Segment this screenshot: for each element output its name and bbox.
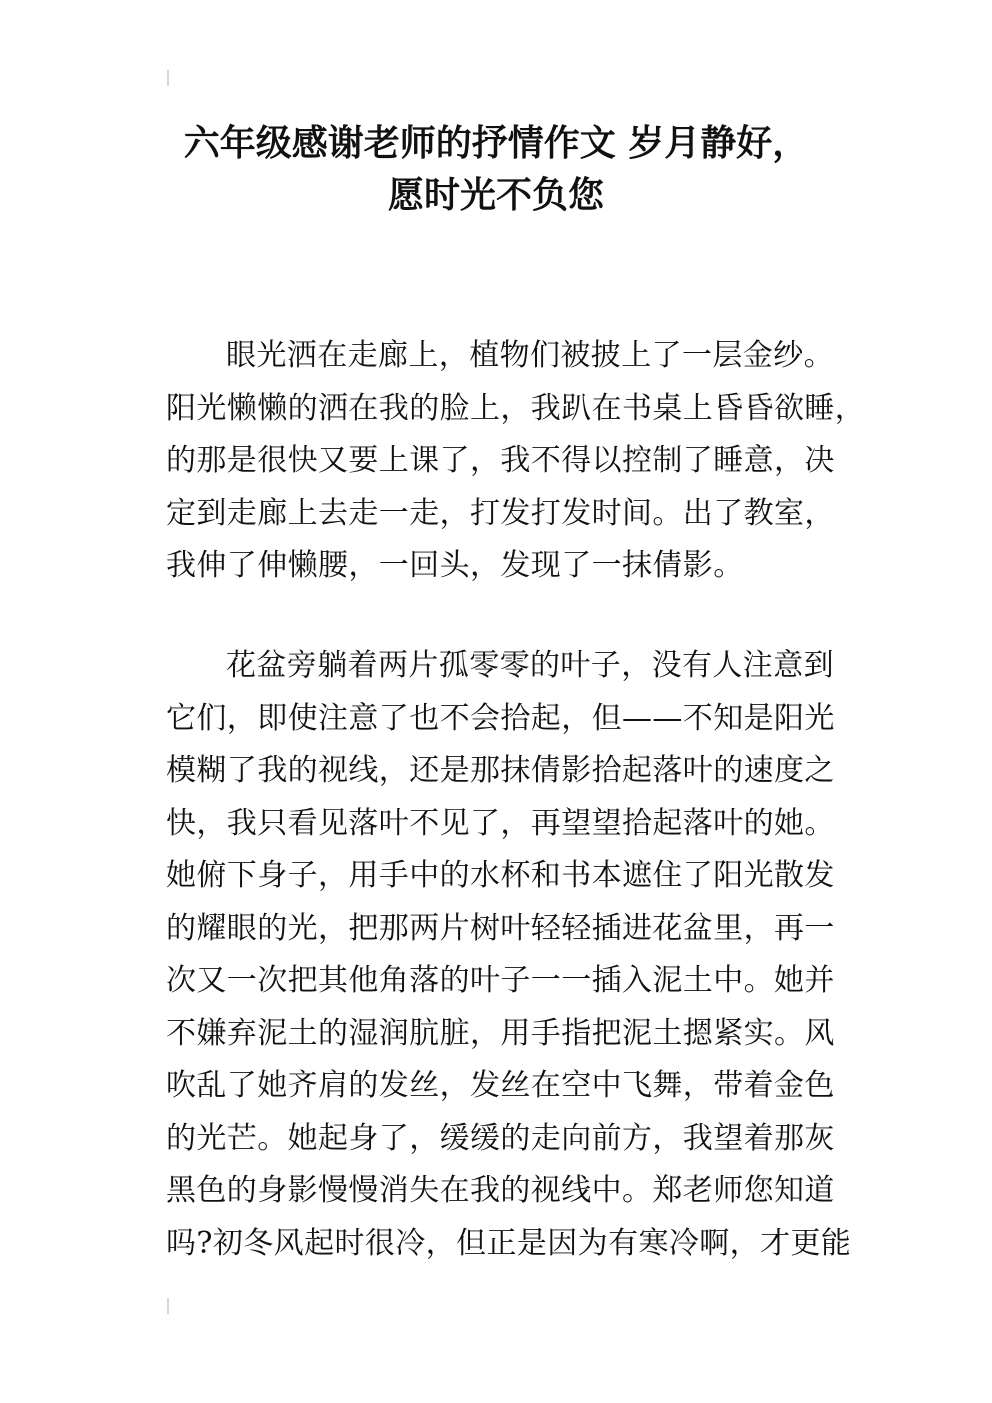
title-line-2: 愿时光不负您	[387, 175, 604, 216]
paragraph-line: 吹乱了她齐肩的发丝，发丝在空中飞舞，带着金色	[166, 1068, 835, 1103]
paragraph-line: 黑色的身影慢慢消失在我的视线中。郑老师您知道	[166, 1173, 835, 1208]
paragraph-line: 定到走廊上去走一走，打发打发时间。出了教室，	[166, 495, 835, 531]
paragraph-line: 不嫌弃泥土的湿润肮脏，用手指把泥土摁紧实。风	[166, 1015, 835, 1051]
paragraph-line: 的那是很快又要上课了，我不得以控制了睡意，决	[166, 443, 835, 478]
paragraph-line: 模糊了我的视线，还是那抹倩影拾起落叶的速度之	[166, 753, 835, 788]
paragraph-line: 的光芒。她起身了，缓缓的走向前方，我望着那灰	[166, 1120, 835, 1156]
paragraph-line: 次又一次把其他角落的叶子一一插入泥土中。她并	[166, 963, 835, 998]
paragraph-line: 吗?初冬风起时很冷，但正是因为有寒冷啊，才更能	[166, 1225, 852, 1261]
paragraph-line: 阳光懒懒的洒在我的脸上，我趴在书桌上昏昏欲睡，	[166, 390, 866, 426]
paragraph-2	[166, 640, 851, 1270]
margin-mark-top	[167, 70, 169, 86]
title-line-1: 六年级感谢老师的抒情作文 岁月静好，	[183, 123, 809, 164]
paragraph-line: 她俯下身子，用手中的水杯和书本遮住了阳光散发	[166, 858, 835, 893]
paragraph-line: 花盆旁躺着两片孤零零的叶子，没有人注意到	[226, 648, 834, 683]
paragraph-line: 快，我只看见落叶不见了，再望望拾起落叶的她。	[166, 805, 835, 841]
document-title	[150, 118, 842, 222]
paragraph-line: 我伸了伸懒腰，一回头，发现了一抹倩影。	[166, 548, 744, 583]
paragraph-line: 眼光洒在走廊上，植物们被披上了一层金纱。	[226, 338, 834, 373]
margin-mark-bottom	[167, 1298, 169, 1314]
paragraph-line: 它们，即使注意了也不会拾起，但——不知是阳光	[166, 700, 835, 736]
paragraph-line: 的耀眼的光，把那两片树叶轻轻插进花盆里，再一	[166, 910, 835, 946]
paragraph-1	[166, 330, 865, 593]
